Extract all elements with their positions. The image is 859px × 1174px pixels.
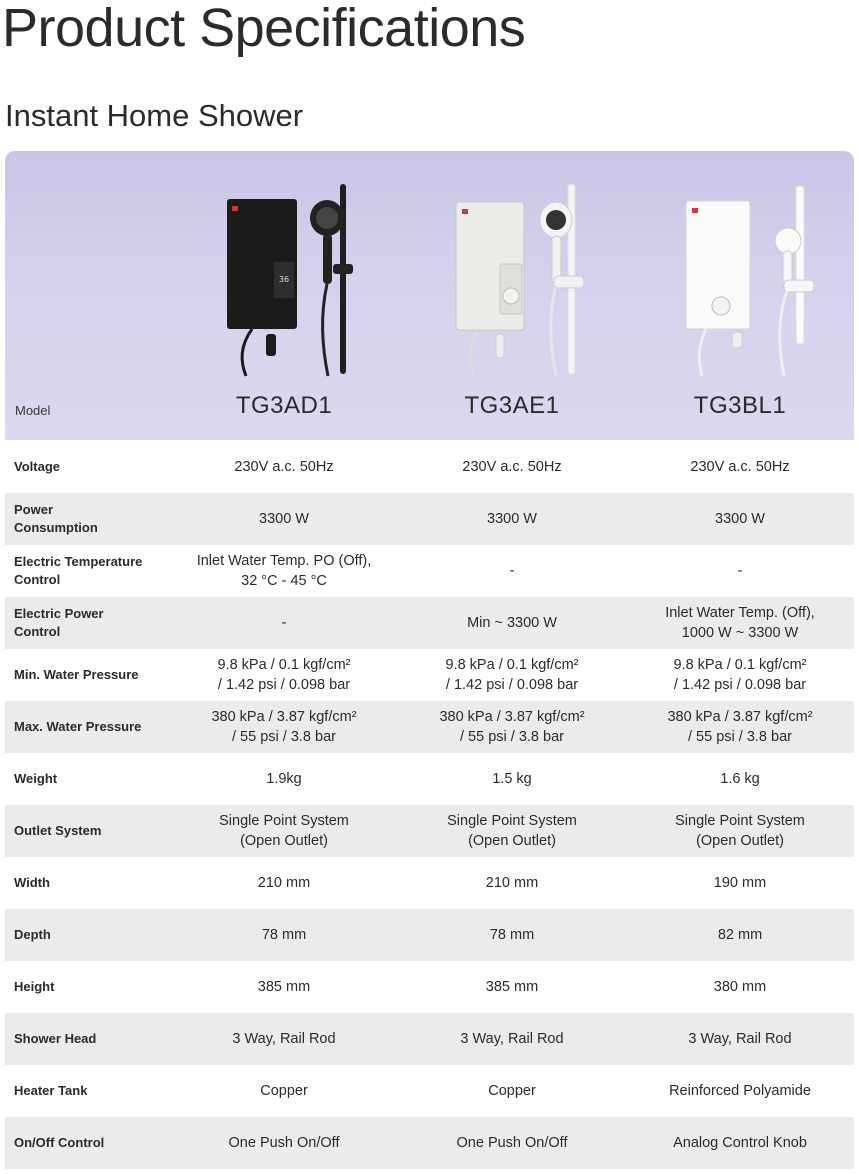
model-column-1 (170, 151, 398, 440)
spec-value: Inlet Water Temp. (Off), 1000 W ~ 3300 W (665, 605, 815, 641)
spec-value: Single Point System (Open Outlet) (219, 813, 349, 849)
spec-value: - (509, 563, 515, 579)
spec-table (5, 441, 854, 1169)
spec-value: 380 kPa / 3.87 kgf/cm² / 55 psi / 3.8 bar (667, 709, 813, 745)
svg-text:36: 36 (278, 275, 290, 284)
product-image-tg3ae1 (398, 176, 626, 381)
page-title: Product Specifications (2, 0, 526, 58)
spec-row (5, 857, 854, 909)
product-image-tg3bl1 (626, 176, 854, 381)
spec-value: 385 mm (257, 979, 311, 995)
spec-value: Analog Control Knob (673, 1135, 807, 1151)
section-title: Instant Home Shower (5, 98, 304, 133)
spec-value: - (737, 563, 743, 579)
spec-value: 380 kPa / 3.87 kgf/cm² / 55 psi / 3.8 bar (211, 709, 357, 745)
spec-row (5, 805, 854, 857)
spec-value: 230V a.c. 50Hz (234, 459, 334, 475)
spec-value: 3300 W (487, 511, 537, 527)
spec-row (5, 1065, 854, 1117)
spec-value: 3300 W (259, 511, 309, 527)
spec-label: Shower Head (14, 1031, 97, 1046)
spec-label: Weight (14, 771, 58, 786)
spec-row (5, 545, 854, 597)
spec-value: 3 Way, Rail Rod (232, 1031, 336, 1047)
model-column-3 (626, 151, 854, 440)
spec-value: Copper (488, 1083, 536, 1099)
spec-value: 9.8 kPa / 0.1 kgf/cm² / 1.42 psi / 0.098 bar (445, 657, 579, 693)
spec-value: 210 mm (485, 875, 539, 891)
spec-label: Max. Water Pressure (14, 719, 142, 734)
model-column-2 (398, 151, 626, 440)
spec-row (5, 649, 854, 701)
spec-label: Electric Temperature Control (14, 554, 143, 587)
spec-row (5, 1117, 854, 1169)
spec-label: Voltage (14, 459, 60, 474)
spec-value: 78 mm (261, 927, 307, 943)
spec-value: 9.8 kPa / 0.1 kgf/cm² / 1.42 psi / 0.098 bar (217, 657, 351, 693)
spec-value: 3300 W (715, 511, 765, 527)
spec-label: On/Off Control (14, 1135, 105, 1150)
spec-value: 210 mm (257, 875, 311, 891)
product-image-tg3ad1 (170, 176, 398, 381)
spec-value: 230V a.c. 50Hz (462, 459, 562, 475)
spec-label: Electric Power Control (14, 606, 104, 639)
spec-value: Inlet Water Temp. PO (Off), 32 °C - 45 °C (196, 553, 372, 589)
spec-label: Outlet System (14, 823, 102, 838)
model-name: TG3AE1 (464, 392, 560, 419)
spec-label: Power Consumption (14, 502, 98, 535)
spec-value: 230V a.c. 50Hz (690, 459, 790, 475)
spec-row (5, 597, 854, 649)
spec-row (5, 441, 854, 493)
spec-value: 385 mm (485, 979, 539, 995)
spec-value: 190 mm (713, 875, 767, 891)
spec-value: Single Point System (Open Outlet) (447, 813, 577, 849)
spec-label: Height (14, 979, 55, 994)
spec-row (5, 961, 854, 1013)
spec-value: 380 kPa / 3.87 kgf/cm² / 55 psi / 3.8 bar (439, 709, 585, 745)
spec-label: Width (14, 875, 50, 890)
spec-row (5, 493, 854, 545)
spec-row (5, 1013, 854, 1065)
spec-value: 1.6 kg (720, 771, 760, 787)
spec-row (5, 753, 854, 805)
spec-value: Single Point System (Open Outlet) (675, 813, 805, 849)
model-name: TG3BL1 (693, 392, 787, 419)
model-label: Model (15, 403, 51, 418)
spec-value: Min ~ 3300 W (467, 615, 557, 631)
spec-label: Min. Water Pressure (14, 667, 139, 682)
spec-label: Depth (14, 927, 51, 942)
spec-value: 78 mm (489, 927, 535, 943)
spec-value: 9.8 kPa / 0.1 kgf/cm² / 1.42 psi / 0.098 bar (673, 657, 807, 693)
spec-row (5, 701, 854, 753)
spec-value: One Push On/Off (228, 1135, 340, 1151)
spec-label: Heater Tank (14, 1083, 88, 1098)
model-name: TG3AD1 (235, 392, 333, 419)
spec-value: 82 mm (717, 927, 763, 943)
spec-value: 1.9kg (266, 771, 302, 787)
spec-value: 3 Way, Rail Rod (460, 1031, 564, 1047)
spec-value: Reinforced Polyamide (669, 1083, 811, 1099)
spec-value: One Push On/Off (456, 1135, 568, 1151)
spec-value: 1.5 kg (492, 771, 532, 787)
model-header-panel (5, 151, 854, 440)
spec-value: Copper (260, 1083, 308, 1099)
spec-row (5, 909, 854, 961)
spec-value: - (281, 615, 287, 631)
spec-value: 380 mm (713, 979, 767, 995)
spec-value: 3 Way, Rail Rod (688, 1031, 792, 1047)
